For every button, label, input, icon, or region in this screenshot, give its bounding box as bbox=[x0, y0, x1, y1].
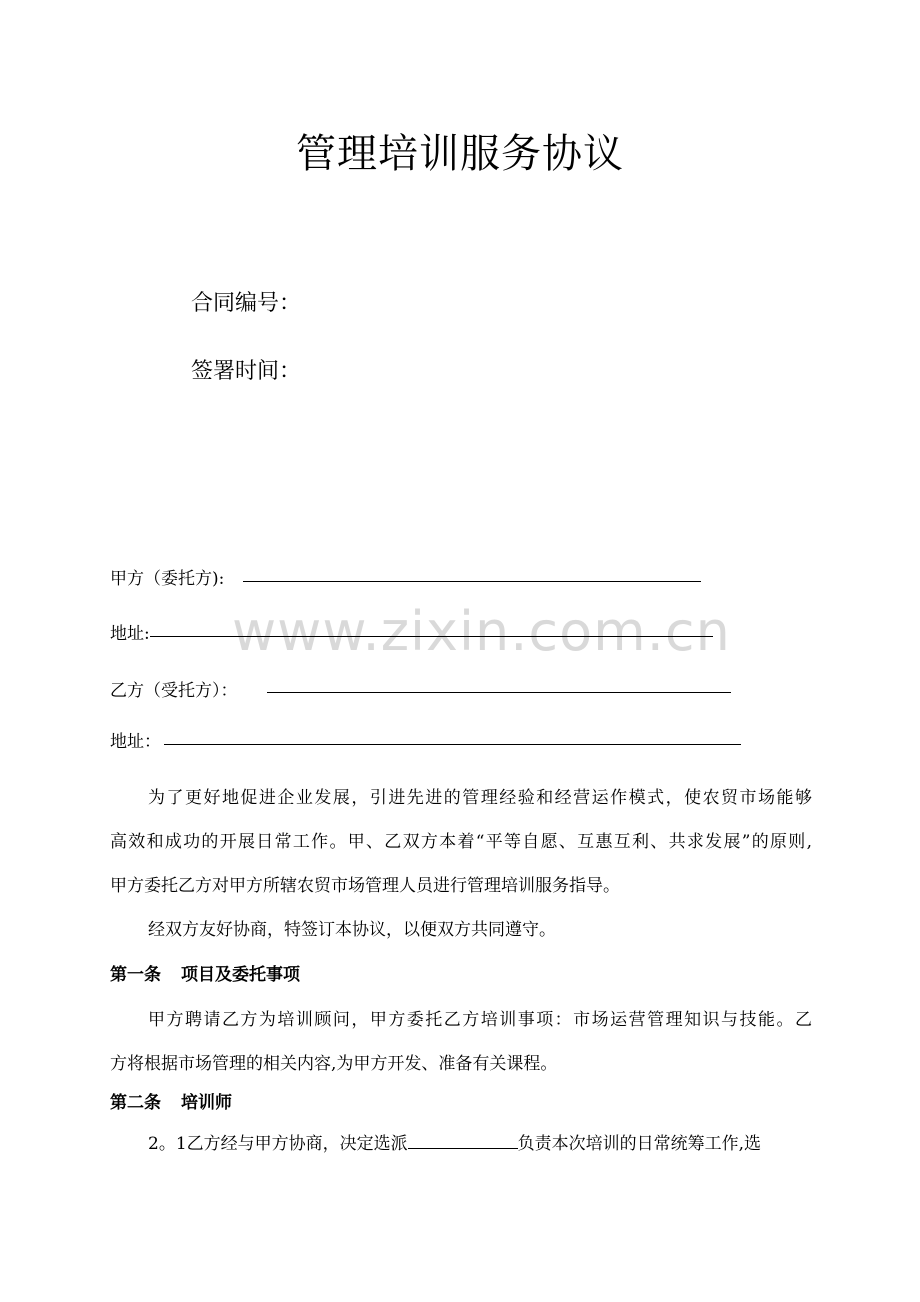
article-1-number: 第一条 bbox=[110, 965, 161, 985]
address-a-label: 地址: bbox=[110, 624, 150, 644]
watermark: www.zixin.com.cn bbox=[232, 600, 731, 663]
article-2-title: 培训师 bbox=[181, 1093, 232, 1113]
party-a-label: 甲方（委托方): bbox=[110, 569, 225, 589]
intro-line-2: 高效和成功的开展日常工作。甲、乙双方本着“平等自愿、互惠互利、共求发展”的原则, bbox=[110, 832, 812, 852]
clause-2-1-prefix: 2。1乙方经与甲方协商，决定选派 bbox=[148, 1134, 408, 1154]
address-a-blank-line bbox=[150, 636, 713, 637]
article-1-heading bbox=[110, 960, 300, 985]
agreement-sentence: 经双方友好协商，特签订本协议，以便双方共同遵守。 bbox=[148, 920, 556, 940]
intro-line-1: 为了更好地促进企业发展，引进先进的管理经验和经营运作模式，使农贸市场能够 bbox=[148, 788, 812, 808]
clause-2-1 bbox=[110, 1122, 812, 1166]
intro-line-3: 甲方委托乙方对甲方所辖农贸市场管理人员进行管理培训服务指导。 bbox=[110, 876, 620, 896]
contract-number-label: 合同编号： bbox=[191, 291, 302, 316]
sign-date-label: 签署时间： bbox=[191, 359, 302, 384]
article-1-line-1: 甲方聘请乙方为培训顾问，甲方委托乙方培训事项：市场运营管理知识与技能。乙 bbox=[148, 1010, 812, 1030]
clause-2-1-suffix: 负责本次培训的日常统筹工作,选 bbox=[517, 1134, 762, 1154]
address-b-label: 地址： bbox=[110, 732, 161, 752]
document-title: 管理培训服务协议 bbox=[296, 131, 624, 177]
party-a-blank-line bbox=[243, 581, 701, 582]
article-1-title: 项目及委托事项 bbox=[181, 965, 300, 985]
article-2-number: 第二条 bbox=[110, 1093, 161, 1113]
party-b-label: 乙方（受托方）： bbox=[110, 681, 238, 701]
article-2-heading bbox=[110, 1088, 232, 1113]
article-1-line-2: 方将根据市场管理的相关内容,为甲方开发、准备有关课程。 bbox=[110, 1054, 558, 1074]
intro-paragraph bbox=[110, 776, 812, 908]
article-1-paragraph bbox=[110, 998, 812, 1086]
party-b-blank-line bbox=[267, 692, 731, 693]
address-b-blank-line bbox=[164, 744, 741, 745]
clause-2-1-blank bbox=[408, 1132, 518, 1149]
